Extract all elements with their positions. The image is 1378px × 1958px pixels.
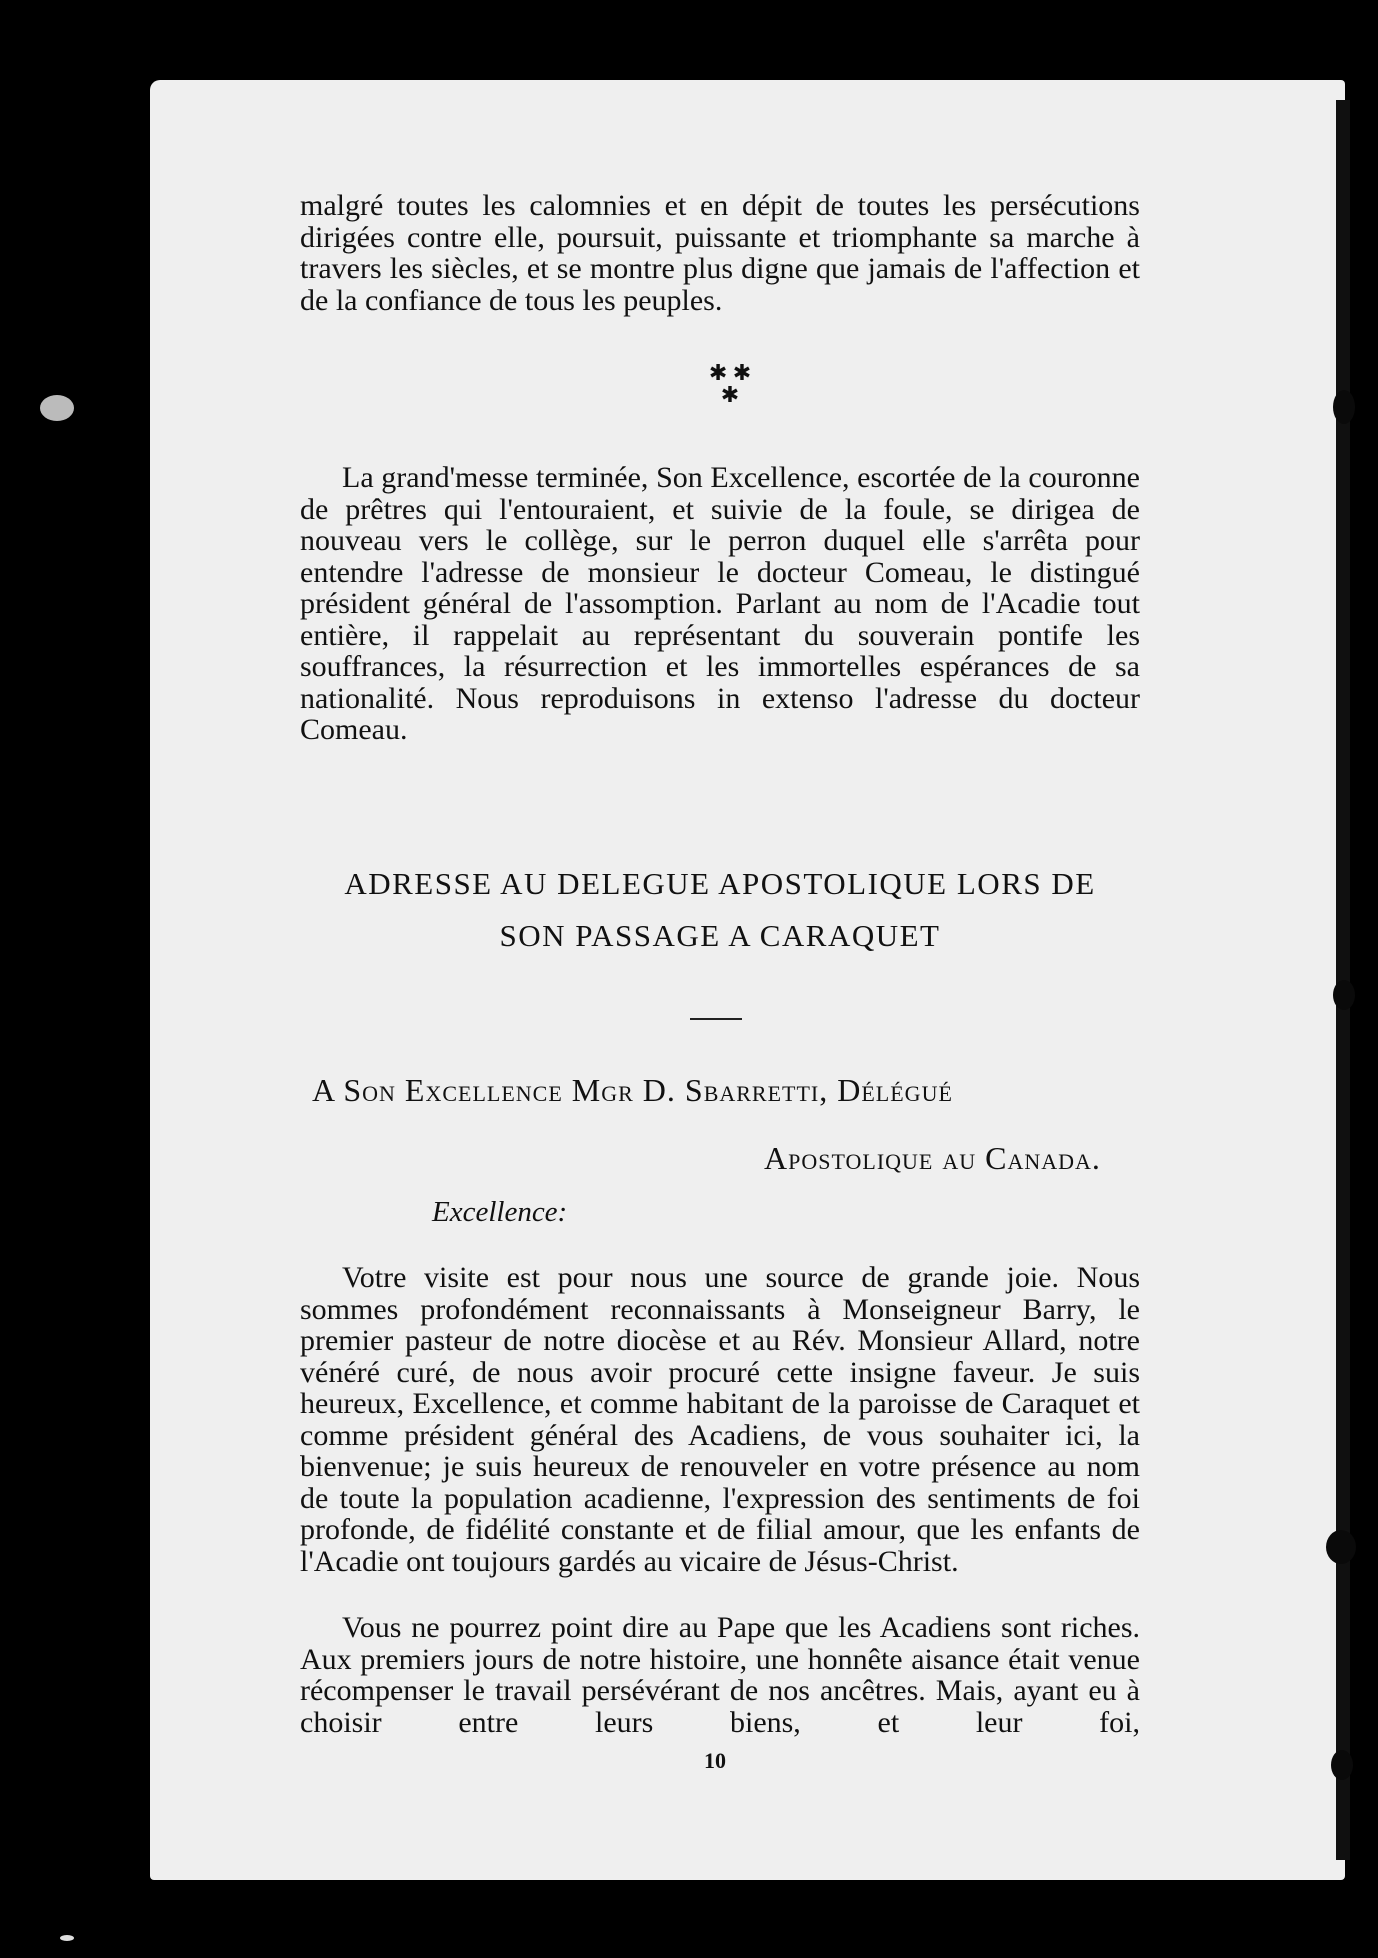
binding-mark	[1333, 980, 1355, 1010]
address-heading-line1: ADRESSE AU DELEGUE APOSTOLIQUE LORS DE	[344, 866, 1096, 901]
asterism-divider: ✱ ✱ ✱	[708, 360, 752, 407]
address-heading-line2: SON PASSAGE A CARAQUET	[499, 918, 941, 953]
visite-paragraph	[300, 1262, 1140, 1577]
pape-paragraph	[300, 1612, 1140, 1738]
page-number: 10	[704, 1748, 726, 1773]
recipient-line2: Apostolique au Canada.	[764, 1140, 1101, 1176]
scan-speck	[60, 1935, 74, 1941]
salutation: Excellence:	[432, 1196, 568, 1228]
book-page	[150, 80, 1345, 1880]
visite-text: Votre visite est pour nous une source de grande joie. Nous sommes profondément reconnaissants à Monseigneur Barry, le premier pasteur de notre diocèse et au Rév. Monsieur Allard, notre vénéré curé, de nous avoir procuré cette insigne faveur. Je suis heureux, Excellence, et comme habitant de la paroisse de Caraquet et comme président général des Acadiens, de vous souhaiter ici, la bienvenue; je suis heureux de renouveler en votre présence au nom de toute la population acadienne, l'expression des sentiments de foi profonde, de fidélité constante et de filial amour, que les enfants de l'Acadie ont toujours gardés au vicaire de Jésus-Christ.	[300, 1261, 1140, 1578]
binding-mark	[1331, 1750, 1353, 1780]
binding-mark	[1333, 390, 1355, 424]
messe-paragraph	[300, 462, 1140, 746]
intro-paragraph	[300, 190, 1140, 316]
pape-text: Vous ne pourrez point dire au Pape que les Acadiens sont riches. Aux premiers jours de notre histoire, une honnête aisance était venue récompenser le travail persévérant de nos ancêtres. Mais, ayant eu à choisir entre leurs biens, et leur foi,	[300, 1611, 1140, 1739]
intro-text: malgré toutes les calomnies et en dépit de toutes les persécutions dirigées contre elle, poursuit, puissante et triomphante sa marche à travers les siècles, et se montre plus digne que jamais de l'affection et de la confiance de tous les peuples.	[300, 189, 1140, 317]
messe-text: La grand'messe terminée, Son Excellence, escortée de la couronne de prêtres qui l'entouraient, et suivie de la foule, se dirigea de nouveau vers le collège, sur le perron duquel elle s'arrêta pour entendre l'adresse de monsieur le docteur Comeau, le distingué président général de l'assomption. Parlant au nom de l'Acadie tout entière, il rappelait au représentant du souverain pontife les souffrances, la résurrection et les immortelles espérances de sa nationalité. Nous reproduisons in extenso l'adresse du docteur Comeau.	[300, 461, 1140, 746]
section-rule	[690, 1018, 742, 1020]
scan-speck	[40, 395, 74, 421]
binding-mark	[1326, 1530, 1356, 1564]
recipient-line1: A Son Excellence Mgr D. Sbarretti, Délégué	[312, 1072, 953, 1108]
